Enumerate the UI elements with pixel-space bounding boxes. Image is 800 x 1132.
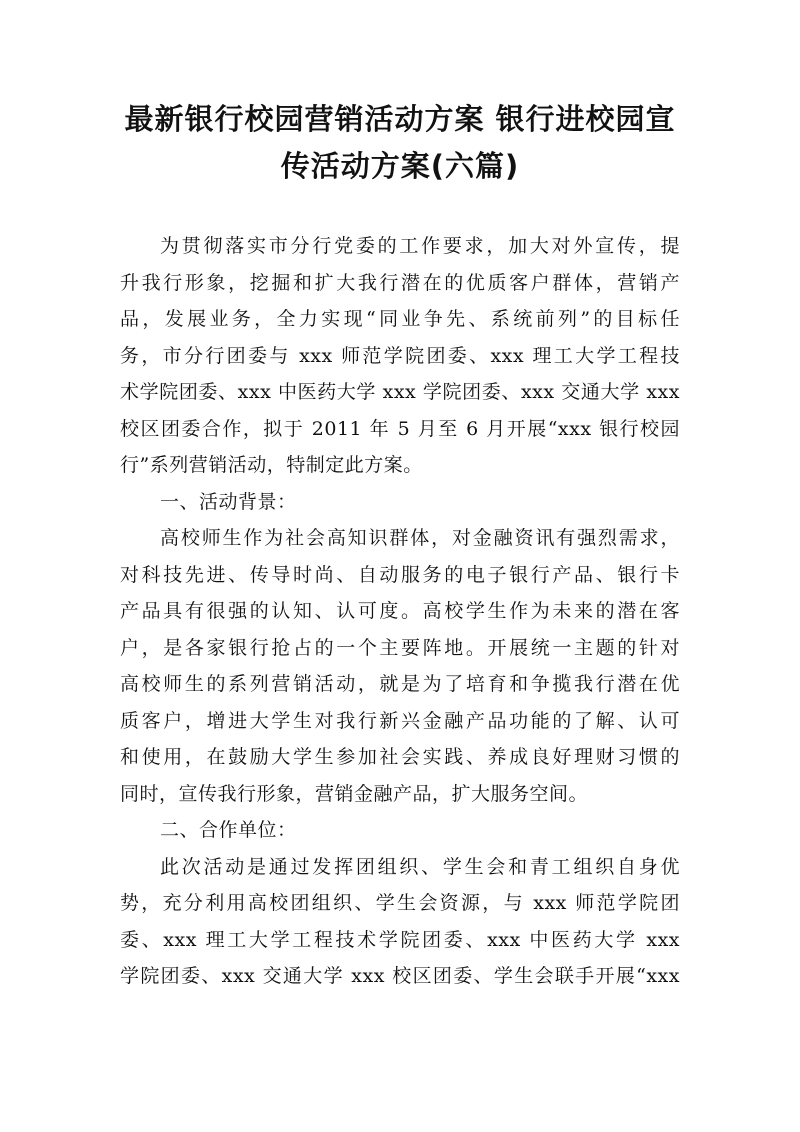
text-line: 此次活动是通过发挥团组织、学生会和青工组织自身优 [160, 855, 680, 878]
text-line: 校区团委合作，拟于 2011 年 5 月至 6 月开展“xxx 银行校园 [120, 417, 680, 440]
text-line: 学院团委、xxx 交通大学 xxx 校区团委、学生会联手开展“xxx [120, 965, 680, 987]
text-line: 高校师生的系列营销活动，就是为了培育和争揽我行潜在优 [120, 673, 680, 695]
text-line: 品，发展业务，全力实现“同业争先、系统前列”的目标任 [120, 308, 680, 330]
document-title [118, 96, 682, 190]
text-line: 势，充分利用高校团组织、学生会资源，与 xxx 师范学院团 [120, 892, 680, 914]
text-line: 术学院团委、xxx 中医药大学 xxx 学院团委、xxx 交通大学 xxx [120, 381, 680, 403]
text-line: 户，是各家银行抢占的一个主要阵地。开展统一主题的针对 [120, 636, 680, 659]
text-line: 行”系列营销活动，特制定此方案。 [120, 454, 423, 476]
text-line: 同时，宣传我行形象，营销金融产品，扩大服务空间。 [120, 782, 589, 805]
text-line: 产品具有很强的认知、认可度。高校学生作为未来的潜在客 [120, 600, 680, 622]
document-body [120, 228, 680, 995]
title-line-1: 最新银行校园营销活动方案 银行进校园宣 [124, 102, 676, 136]
text-line: 质客户，增进大学生对我行新兴金融产品功能的了解、认可 [120, 709, 680, 732]
text-line: 对科技先进、传导时尚、自动服务的电子银行产品、银行卡 [120, 563, 680, 586]
text-line: 和使用，在鼓励大学生参加社会实践、养成良好理财习惯的 [120, 746, 680, 768]
text-line: 一、活动背景： [160, 490, 297, 513]
text-line: 高校师生作为社会高知识群体，对金融资讯有强烈需求， [160, 527, 680, 549]
text-line: 升我行形象，挖掘和扩大我行潜在的优质客户群体，营销产 [120, 271, 680, 294]
text-line: 为贯彻落实市分行党委的工作要求，加大对外宣传，提 [160, 235, 680, 257]
title-line-2: 传活动方案(六篇) [280, 149, 520, 183]
text-line: 委、xxx 理工大学工程技术学院团委、xxx 中医药大学 xxx [120, 928, 680, 951]
text-line: 务，市分行团委与 xxx 师范学院团委、xxx 理工大学工程技 [120, 344, 680, 367]
text-line: 二、合作单位： [160, 819, 297, 841]
